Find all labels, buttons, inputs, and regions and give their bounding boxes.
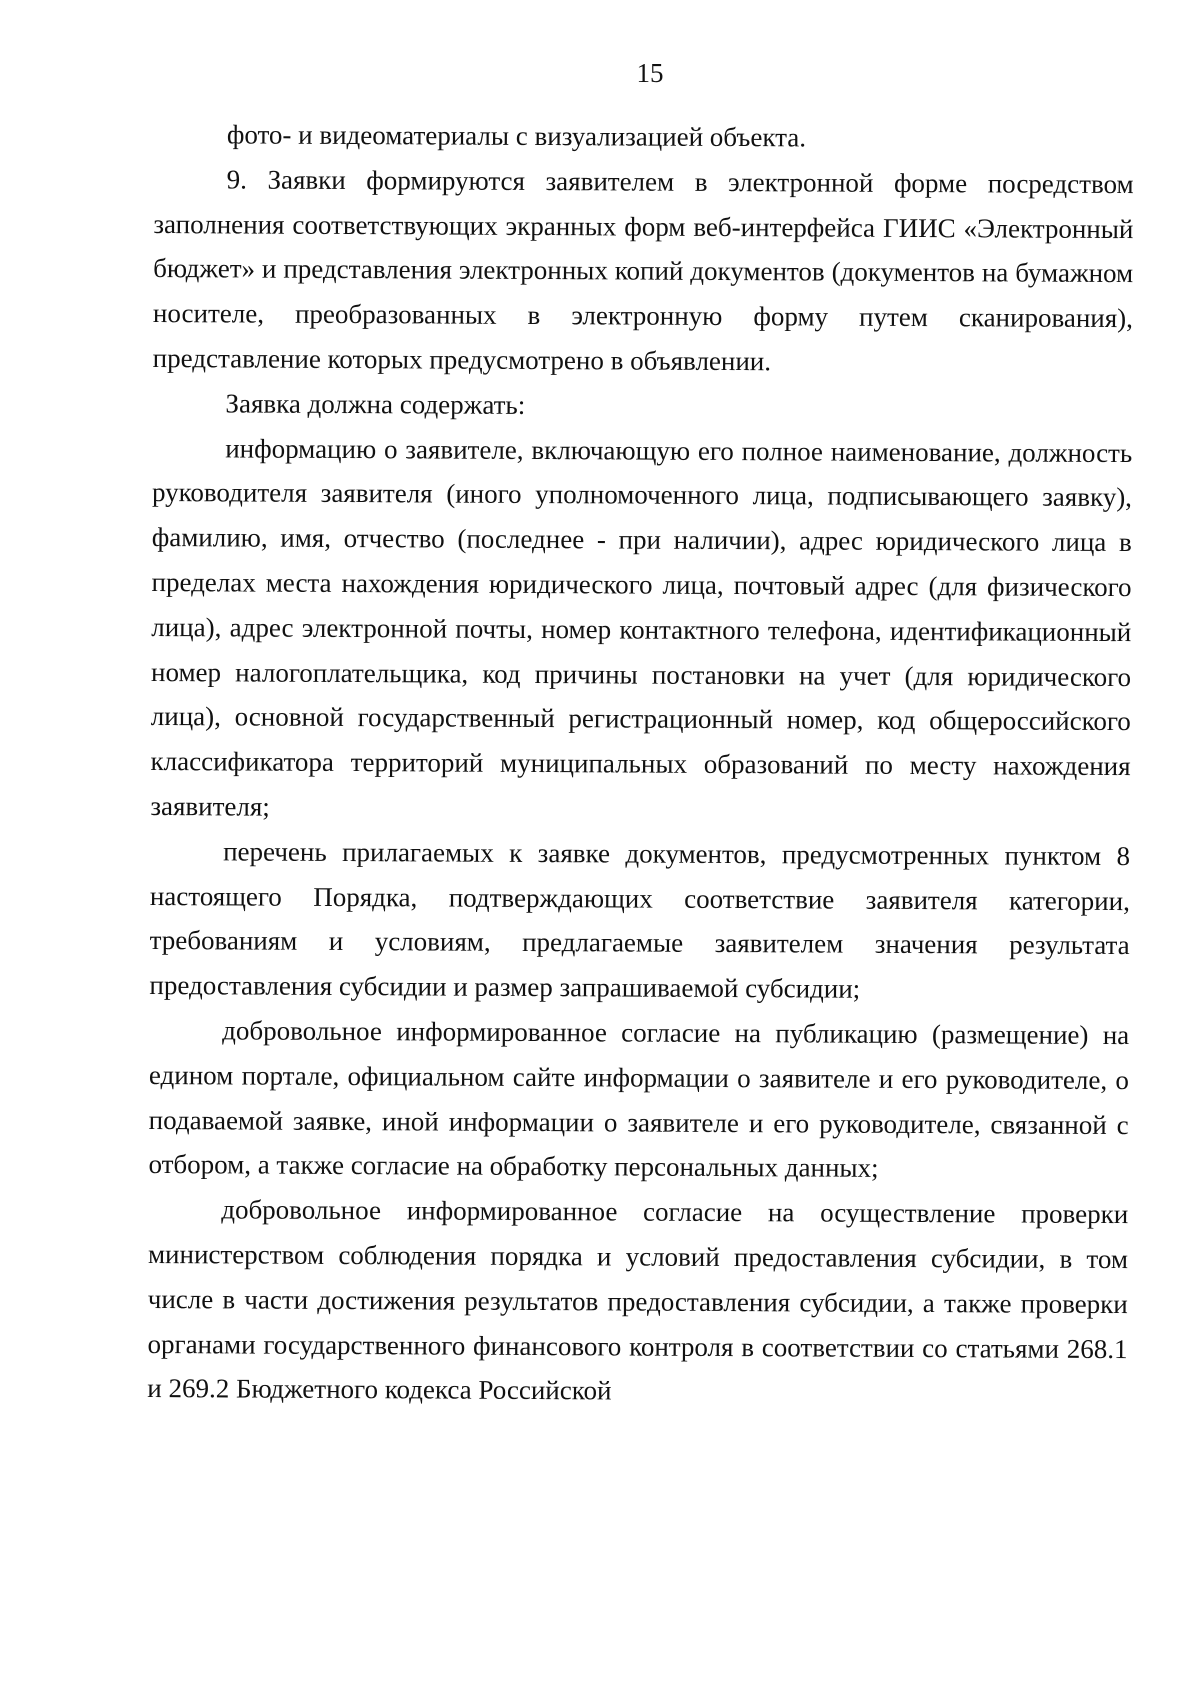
paragraph-application-contents-heading: Заявка должна содержать: xyxy=(225,388,526,420)
paragraph-publication-consent: добровольное информированное согласие на публикацию (размещение) на едином портале, официальном сайте информации о заявителе и его руководителе, о подаваемой заявке, иной информации о заявителе и его руководителе, связанной с отбором, а также согласие на обработку персональных данных; xyxy=(148,1015,1130,1184)
document-body xyxy=(147,112,1134,1416)
paragraph-applicant-information: информацию о заявителе, включающую его полное наименование, должность руководителя заявителя (иного уполномоченного лица, подписывающего заявку), фамилию, имя, отчество (последнее - при наличии), адрес юридического лица в пределах места нахождения юридического лица, почтовый адрес (для физического лица), адрес электронной почты, номер контактного телефона, идентификационный номер налогоплательщика, код причины постановки на учет (для юридического лица), основной государственный регистрационный номер, код общероссийского классификатора территорий муниципальных образований по месту нахождения заявителя; xyxy=(150,432,1133,822)
page-number: 15 xyxy=(636,58,664,88)
paragraph-item-9: 9. Заявки формируются заявителем в электронной форме посредством заполнения соответствующих экранных форм веб-интерфейса ГИИС «Электронный бюджет» и представления электронных копий документов (документов на бумажном носителе, преобразованных в электронную форму путем сканирования), представление которых предусмотрено в объявлении. xyxy=(152,164,1134,377)
paragraph-attached-documents-list: перечень прилагаемых к заявке документов, предусмотренных пунктом 8 настоящего Порядка, подтверждающих соответствие заявителя категории, требованиям и условиям, предлагаемые заявителем значения результата предоставления субсидии и размер запрашиваемой субсидии; xyxy=(149,836,1131,1004)
paragraph-continuation: фото- и видеоматериалы с визуализацией объекта. xyxy=(226,119,807,153)
paragraph-inspection-consent: добровольное информированное согласие на осуществление проверки министерством соблюдения порядка и условий предоставления субсидии, в том числе в части достижения результатов предоставления субсидии, а также проверки органами государственного финансового контроля в соответствии со статьями 268.1 и 269.2 Бюджетного кодекса Российской xyxy=(147,1194,1129,1406)
